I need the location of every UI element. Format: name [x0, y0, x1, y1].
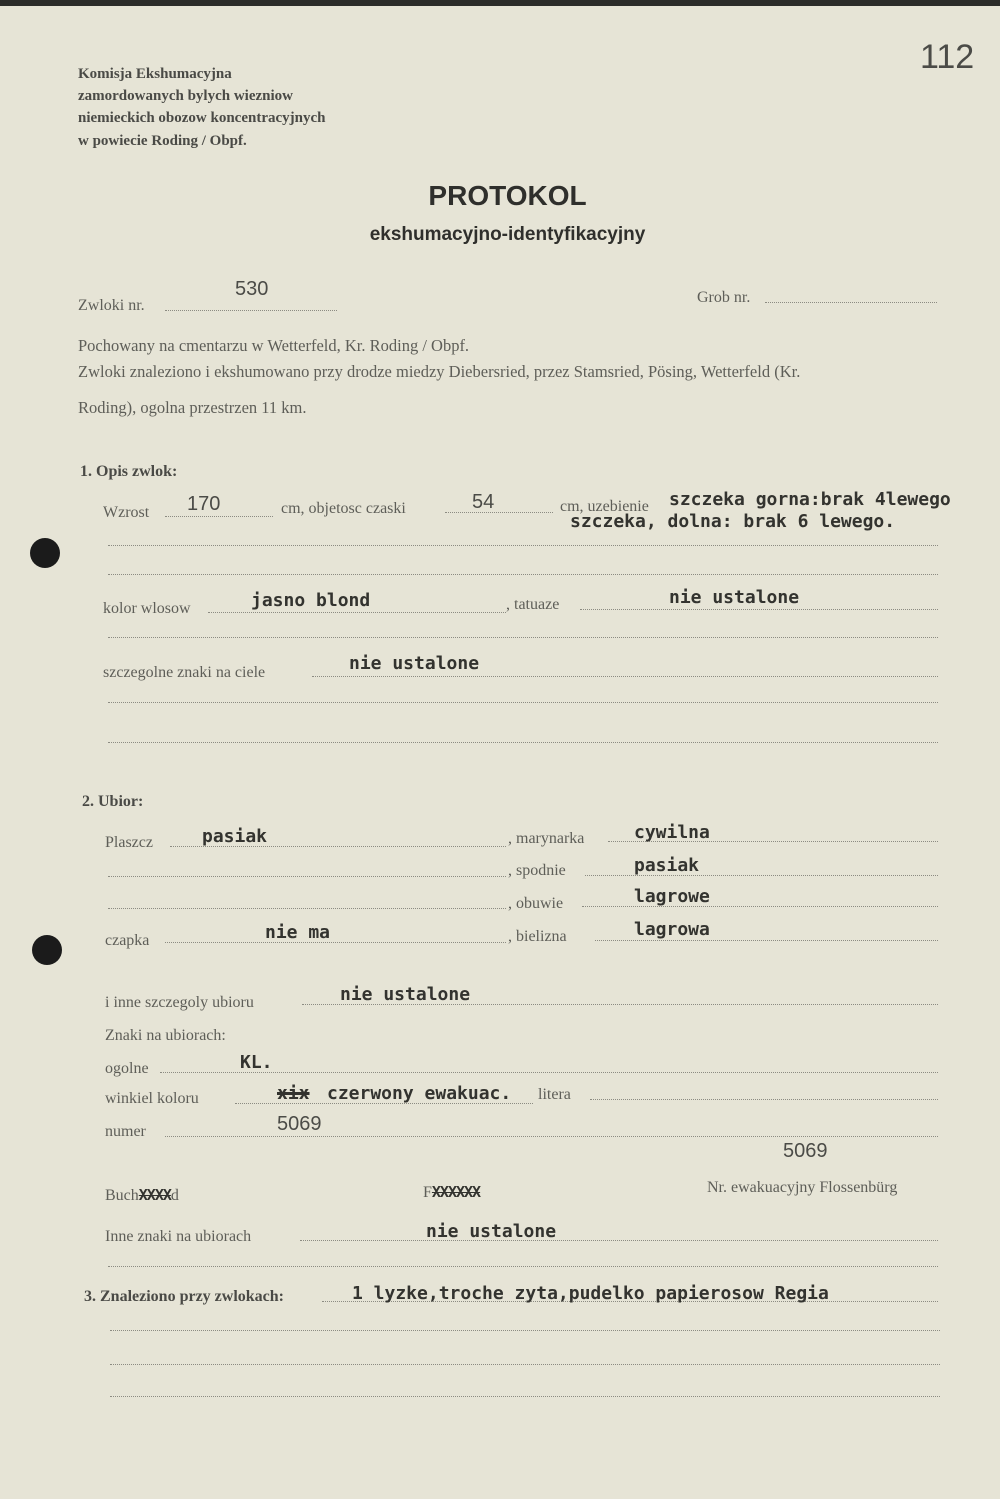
section-2-heading: 2. Ubior: — [82, 793, 144, 810]
body-marks-label: szczegolne znaki na ciele — [103, 664, 266, 681]
burial-place-line: Pochowany na cmentarzu w Wetterfeld, Kr. Roding / Obpf. — [78, 336, 470, 355]
letter-line — [590, 1099, 938, 1100]
teeth-line — [108, 545, 938, 546]
teeth-value-line-1: szczeka gorna:brak 4lewego — [669, 489, 951, 510]
corpse-number-line — [165, 310, 337, 311]
number-value: 5069 — [277, 1113, 322, 1135]
underwear-label: , bielizna — [508, 928, 567, 945]
other-clothing-marks-line — [300, 1240, 938, 1241]
binder-hole-bottom — [32, 935, 62, 965]
coat-value: pasiak — [202, 826, 268, 847]
binder-hole-top — [30, 538, 60, 568]
flossenburg-label — [423, 1183, 480, 1202]
teeth-value-line-2: szczeka, dolna: brak 6 lewego. — [570, 511, 896, 532]
coat-blank-line — [108, 876, 506, 877]
buchenwald-struck: XXXX — [138, 1186, 171, 1204]
general-marks-label: ogolne — [105, 1060, 149, 1077]
section-3-blank-line-2 — [110, 1364, 940, 1365]
hair-color-value: jasno blond — [251, 590, 371, 611]
shoes-blank-line — [108, 908, 506, 909]
corpse-number-label: Zwloki nr. — [78, 297, 145, 314]
triangle-color-struck: xix — [277, 1083, 310, 1104]
burial-route-line-1: Zwloki znaleziono i ekshumowano przy drodze miedzy Diebersried, przez Stamsried, Pösing, Wetterfeld (Kr. — [78, 362, 801, 381]
document-subtitle: ekshumacyjno-identyfikacyjny — [369, 224, 646, 245]
trousers-label: , spodnie — [508, 862, 566, 879]
section-1-blank-line-4 — [108, 742, 938, 743]
shoes-label: , obuwie — [508, 895, 564, 912]
section-1-blank-line-2 — [108, 637, 938, 638]
other-clothing-marks-label: Inne znaki na ubiorach — [105, 1228, 252, 1245]
underwear-value: lagrowa — [634, 919, 710, 940]
teeth-label: cm, uzebienie — [560, 498, 649, 515]
triangle-color-value: czerwony ewakuac. — [327, 1083, 512, 1104]
section-3-blank-line-3 — [110, 1396, 940, 1397]
triangle-color-label: winkiel koloru — [105, 1090, 199, 1107]
cap-label: czapka — [105, 932, 150, 949]
height-label: Wzrost — [103, 504, 150, 521]
number-label: numer — [105, 1123, 146, 1140]
body-marks-value: nie ustalone — [349, 653, 480, 674]
burial-route-line-2: Roding), ogolna przestrzen 11 km. — [78, 398, 307, 417]
other-clothing-label: i inne szczegoly ubioru — [105, 994, 254, 1011]
commission-line-2: zamordowanych bylych wiezniow — [78, 88, 293, 104]
tattoo-label: , tatuaze — [506, 596, 560, 613]
general-marks-line — [160, 1072, 938, 1073]
trousers-value: pasiak — [634, 855, 700, 876]
buchenwald-prefix: Buch — [105, 1187, 139, 1204]
section-1-blank-line-3 — [108, 702, 938, 703]
body-marks-line — [312, 676, 938, 677]
buchenwald-suffix: d — [170, 1187, 179, 1204]
page-number: 112 — [920, 38, 975, 76]
section-1-blank-line-1 — [108, 574, 938, 575]
section-3-blank-line-1 — [110, 1330, 940, 1331]
hair-color-label: kolor wlosow — [103, 600, 191, 617]
tattoo-value: nie ustalone — [669, 587, 800, 608]
section-2-blank-line — [108, 1266, 938, 1267]
corpse-number-value: 530 — [235, 278, 269, 300]
general-marks-value: KL. — [240, 1052, 273, 1073]
flossenburg-struck: XXXXXX — [431, 1183, 481, 1201]
height-line — [165, 516, 273, 517]
other-clothing-value: nie ustalone — [340, 984, 471, 1005]
section-3-heading: 3. Znaleziono przy zwlokach: — [84, 1288, 284, 1305]
jacket-label: , marynarka — [508, 830, 585, 847]
height-value: 170 — [187, 493, 221, 515]
commission-line-3: niemieckich obozow koncentracyjnych — [78, 110, 326, 126]
letter-label: litera — [538, 1086, 571, 1103]
evacuation-number-value: 5069 — [783, 1140, 828, 1162]
cap-value: nie ma — [265, 922, 331, 943]
underwear-line — [595, 940, 938, 941]
skull-label: cm, objetosc czaski — [281, 500, 406, 517]
flossenburg-prefix: F — [423, 1184, 432, 1201]
other-clothing-marks-value: nie ustalone — [426, 1221, 557, 1242]
number-line — [165, 1136, 938, 1137]
skull-value: 54 — [472, 491, 495, 513]
tattoo-line — [580, 609, 938, 610]
buchenwald-label — [105, 1186, 179, 1205]
grave-number-label: Grob nr. — [697, 289, 751, 306]
hair-color-line — [208, 612, 506, 613]
commission-line-4: w powiecie Roding / Obpf. — [78, 133, 247, 149]
shoes-value: lagrowe — [634, 886, 710, 907]
coat-label: Plaszcz — [105, 834, 153, 851]
grave-number-line — [765, 302, 937, 303]
jacket-value: cywilna — [634, 822, 710, 843]
clothing-marks-heading: Znaki na ubiorach: — [105, 1027, 226, 1044]
cap-line — [165, 942, 506, 943]
found-items-value: 1 lyzke,troche zyta,pudelko papierosow Regia — [352, 1283, 829, 1304]
commission-line-1: Komisja Ekshumacyjna — [78, 66, 232, 82]
skull-line — [445, 512, 553, 513]
section-1-heading: 1. Opis zwlok: — [80, 463, 178, 480]
evacuation-number-label: Nr. ewakuacyjny Flossenbürg — [707, 1179, 898, 1196]
document-title: PROTOKOL — [428, 180, 587, 211]
